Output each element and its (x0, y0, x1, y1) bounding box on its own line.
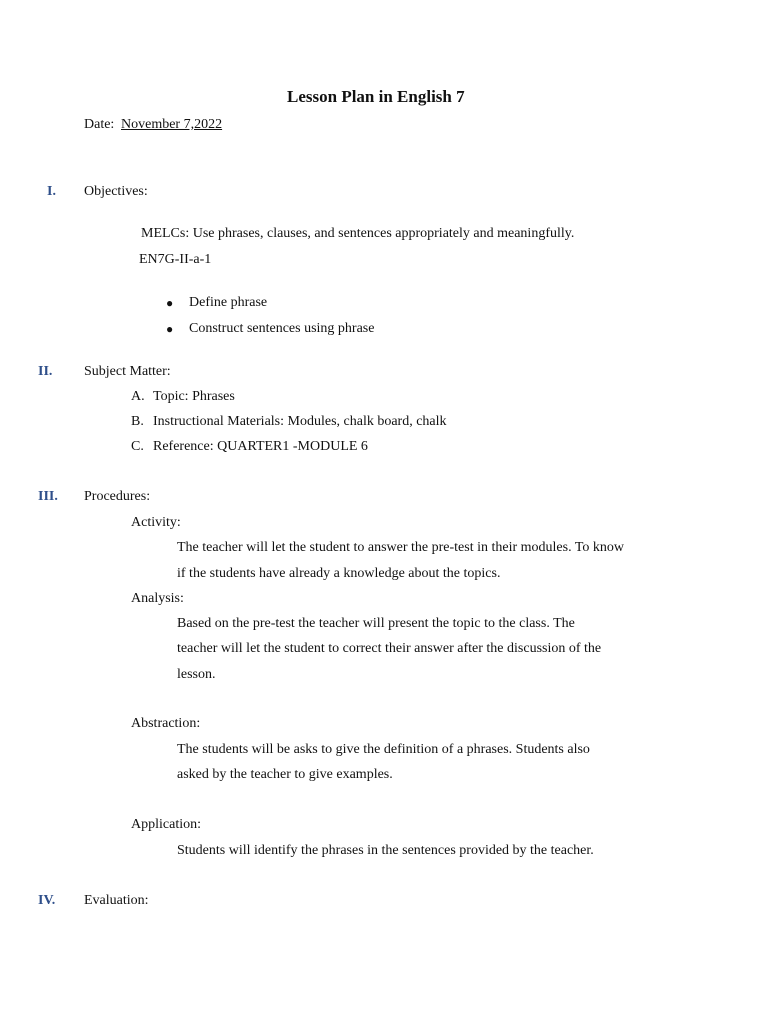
document-title: Lesson Plan in English 7 (287, 87, 465, 106)
date-label: Date: (84, 117, 115, 132)
section-numeral-subject-matter: II. (38, 364, 53, 379)
bullet-dot: ● (166, 296, 174, 310)
section-label-objectives: Objectives: (84, 184, 148, 199)
subject-item-marker: C. (131, 439, 144, 454)
procedure-application-line: Students will identify the phrases in the sentences provided by the teacher. (177, 843, 594, 858)
section-label-subject-matter: Subject Matter: (84, 364, 171, 379)
subject-item-marker: A. (131, 389, 145, 404)
procedure-analysis-line: Based on the pre-test the teacher will present the topic to the class. The (177, 616, 575, 631)
procedure-activity-label: Activity: (131, 515, 181, 530)
section-numeral-objectives: I. (47, 184, 56, 199)
procedure-analysis-label: Analysis: (131, 591, 184, 606)
procedure-application-label: Application: (131, 817, 201, 832)
section-label-evaluation: Evaluation: (84, 893, 149, 908)
procedure-abstraction-label: Abstraction: (131, 716, 201, 731)
objective-bullet: Define phrase (189, 295, 268, 310)
subject-item-text: Instructional Materials: Modules, chalk board, chalk (153, 414, 447, 429)
subject-item-text: Reference: QUARTER1 -MODULE 6 (153, 439, 368, 454)
procedure-activity-line: if the students have already a knowledge about the topics. (177, 566, 501, 581)
melcs-code: EN7G-II-a-1 (139, 252, 212, 267)
procedure-abstraction-line: asked by the teacher to give examples. (177, 767, 393, 782)
objective-bullet: Construct sentences using phrase (189, 321, 375, 336)
procedure-abstraction-line: The students will be asks to give the definition of a phrases. Students also (177, 742, 590, 757)
subject-item-text: Topic: Phrases (153, 389, 235, 404)
procedure-activity-line: The teacher will let the student to answer the pre-test in their modules. To know (177, 540, 625, 555)
section-label-procedures: Procedures: (84, 489, 151, 504)
section-numeral-procedures: III. (38, 489, 58, 504)
melcs-text: MELCs: Use phrases, clauses, and sentences appropriately and meaningfully. (141, 226, 575, 241)
bullet-dot: ● (166, 322, 174, 336)
section-numeral-evaluation: IV. (38, 893, 56, 908)
subject-item-marker: B. (131, 414, 144, 429)
procedure-analysis-line: teacher will let the student to correct their answer after the discussion of the (177, 641, 602, 656)
date-value: November 7,2022 (121, 117, 223, 132)
procedure-analysis-line: lesson. (177, 667, 216, 682)
